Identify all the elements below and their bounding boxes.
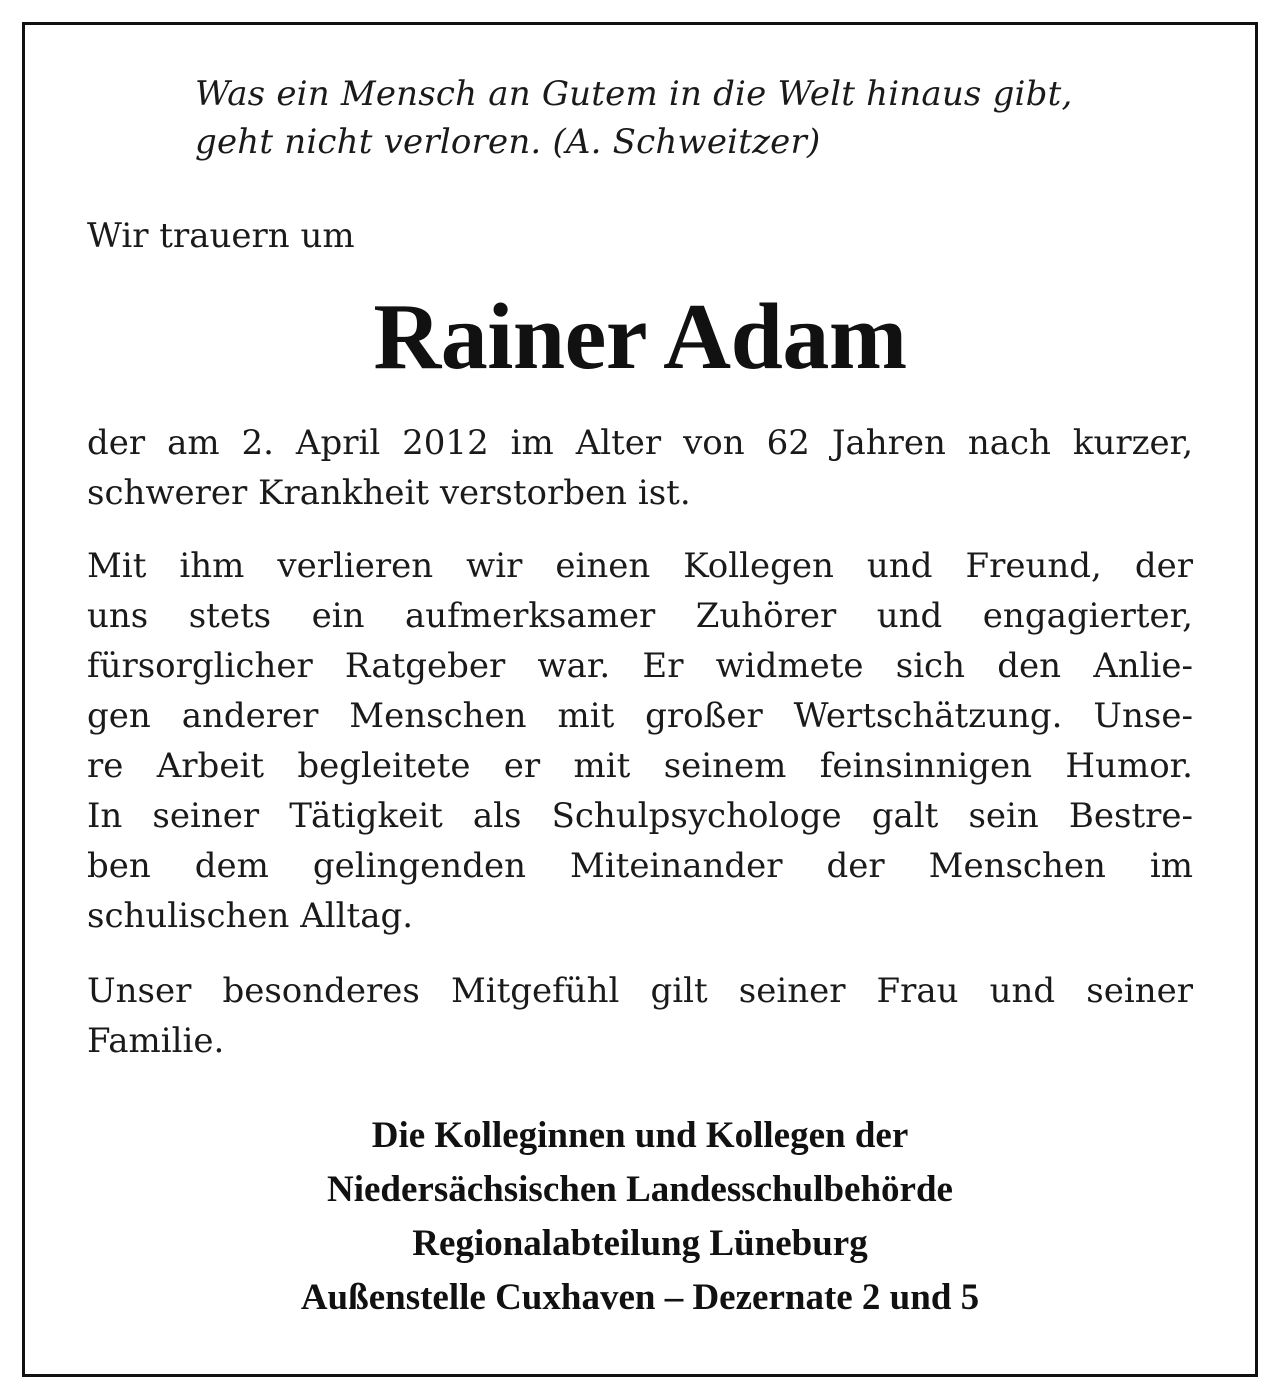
motto-quote xyxy=(195,70,1195,166)
motto-line: Was ein Mensch an Gutem in die Welt hinaus gibt, xyxy=(195,74,1073,114)
paragraph-line: fürsorglicher Ratgeber war. Er widmete sich den Anlie- xyxy=(87,646,1193,686)
paragraph-line: der am 2. April 2012 im Alter von 62 Jahren nach kurzer, xyxy=(87,423,1193,463)
paragraph-line: ben dem gelingenden Miteinander der Menschen im xyxy=(87,846,1193,886)
signature-block xyxy=(0,1109,1280,1325)
signature-line: Außenstelle Cuxhaven – Dezernate 2 und 5 xyxy=(300,1277,980,1318)
paragraph-line: uns stets ein aufmerksamer Zuhörer und engagierter, xyxy=(87,596,1193,636)
paragraph-line: Mit ihm verlieren wir einen Kollegen und Freund, der xyxy=(87,546,1193,586)
paragraph-line: re Arbeit begleitete er mit seinem feinsinnigen Humor. xyxy=(87,746,1193,786)
paragraph-line: schulischen Alltag. xyxy=(87,896,414,936)
paragraph-line: In seiner Tätigkeit als Schulpsychologe galt sein Bestre- xyxy=(87,796,1193,836)
signature-line: Regionalabteilung Lüneburg xyxy=(412,1223,868,1264)
paragraph-line: gen anderer Menschen mit großer Wertschätzung. Unse- xyxy=(87,696,1193,736)
condolence-paragraph xyxy=(87,966,1193,1066)
paragraph-line: schwerer Krankheit verstorben ist. xyxy=(87,473,691,513)
signature-line: Niedersächsischen Landesschulbehörde xyxy=(327,1169,953,1210)
death-notice-paragraph xyxy=(87,418,1193,518)
motto-line: geht nicht verloren. (A. Schweitzer) xyxy=(195,122,821,162)
tribute-paragraph xyxy=(87,541,1193,941)
intro-text: Wir trauern um xyxy=(87,216,355,256)
paragraph-line: Unser besonderes Mitgefühl gilt seiner Frau und seiner xyxy=(87,971,1193,1011)
signature-line: Die Kolleginnen und Kollegen der xyxy=(371,1115,909,1156)
paragraph-line: Familie. xyxy=(87,1021,225,1061)
deceased-name: Rainer Adam xyxy=(373,285,907,389)
